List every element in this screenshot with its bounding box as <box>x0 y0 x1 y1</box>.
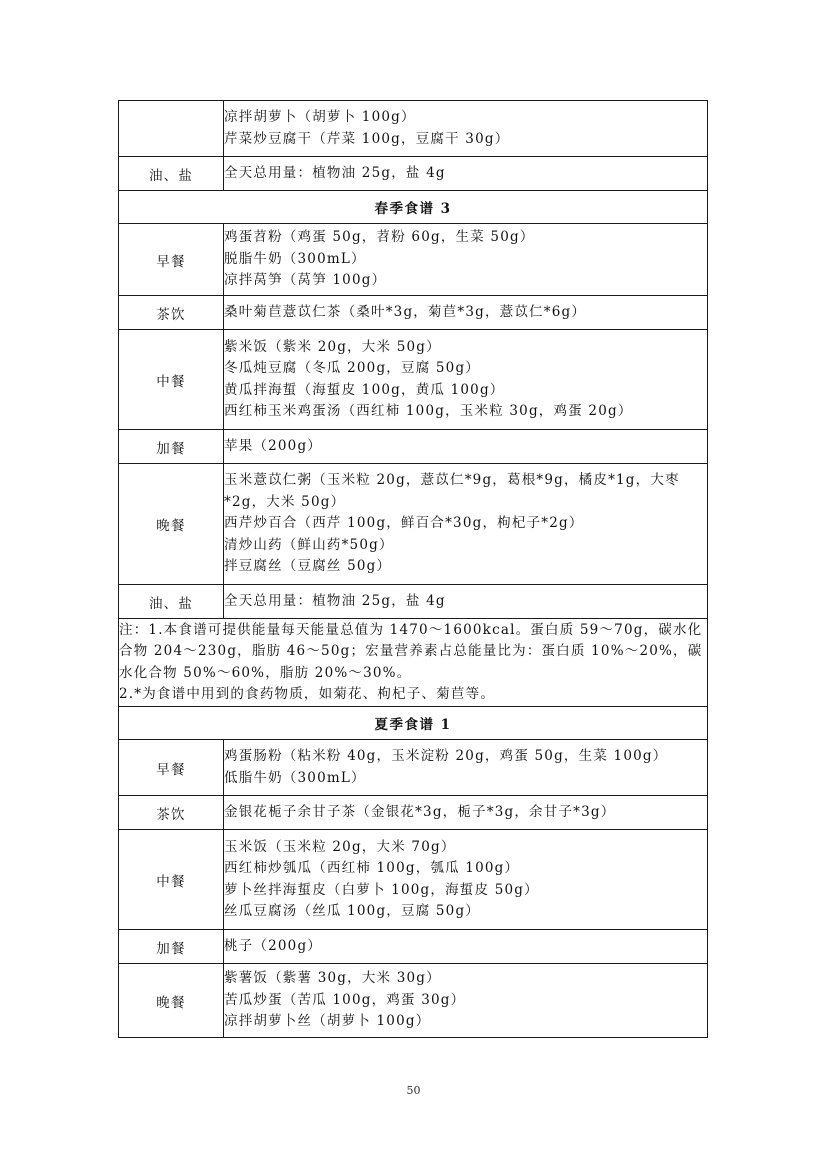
meal-item: 冬瓜炖豆腐（冬瓜 200g，豆腐 50g） <box>224 360 481 376</box>
meal-items <box>224 430 708 464</box>
meal-items <box>224 796 708 830</box>
meal-name: 油、盐 <box>119 157 224 191</box>
meal-item: 西芹炒百合（西芹 100g，鲜百合*30g，枸杞子*2g） <box>224 515 584 532</box>
meal-item: 凉拌胡萝卜（胡萝卜 100g） <box>224 109 416 125</box>
meal-item: 全天总用量：植物油 25g，盐 4g <box>224 592 446 609</box>
meal-item: 金银花栀子余甘子茶（金银花*3g，栀子*3g，余甘子*3g） <box>224 803 616 820</box>
meal-item: 拌豆腐丝（豆腐丝 50g） <box>224 558 392 575</box>
meal-items <box>224 330 708 430</box>
meal-items <box>224 585 708 619</box>
meal-row <box>119 930 708 964</box>
meal-row <box>119 430 708 464</box>
meal-name: 早餐 <box>119 224 224 296</box>
meal-items <box>224 740 708 796</box>
meal-item: 玉米薏苡仁粥（玉米粒 20g，薏苡仁*9g，葛根*9g，橘皮*1g，大枣*2g，大米 50g） <box>224 472 680 510</box>
section-title: 夏季食谱 1 <box>119 707 708 740</box>
meal-row <box>119 296 708 330</box>
page-number: 50 <box>406 1084 421 1097</box>
meal-items <box>224 964 708 1038</box>
meal-row <box>119 830 708 930</box>
meal-name: 茶饮 <box>119 796 224 830</box>
meal-items <box>224 157 708 191</box>
meal-name: 晚餐 <box>119 964 224 1038</box>
meal-name <box>119 101 224 157</box>
meal-name: 早餐 <box>119 740 224 796</box>
meal-name: 加餐 <box>119 930 224 964</box>
meal-item: 全天总用量：植物油 25g，盐 4g <box>224 164 446 181</box>
meal-row <box>119 740 708 796</box>
meal-item: 凉拌胡萝卜丝（胡萝卜 100g） <box>224 1013 431 1030</box>
section-row <box>119 707 708 740</box>
meal-items <box>224 830 708 930</box>
section-row <box>119 191 708 224</box>
meal-item: 鸡蛋肠粉（粘米粉 40g，玉米淀粉 20g，鸡蛋 50g，生菜 100g） <box>224 748 668 764</box>
meal-name: 晚餐 <box>119 464 224 585</box>
meal-item: 丝瓜豆腐汤（丝瓜 100g，豆腐 50g） <box>224 903 481 919</box>
meal-row <box>119 330 708 430</box>
note-line: 注：1.本食谱可提供能量每天能量总值为 1470～1600kcal。蛋白质 59～70g，碳水化合物 204～230g，脂肪 46～50g；宏量营养素占总能量比为：蛋白质 10%～20%，碳水化合物 50%～60%，脂肪 20%～30%。 <box>119 621 703 681</box>
meal-item: 桃子（200g） <box>224 937 323 954</box>
meal-name: 中餐 <box>119 330 224 430</box>
meal-name: 加餐 <box>119 430 224 464</box>
meal-item: 黄瓜拌海蜇（海蜇皮 100g，黄瓜 100g） <box>224 381 505 398</box>
diet-menu-table <box>118 100 708 1038</box>
diet-menu-body <box>119 101 708 1038</box>
meal-item: 萝卜丝拌海蜇皮（白萝卜 100g，海蜇皮 50g） <box>224 881 539 898</box>
meal-item: 紫米饭（紫米 20g，大米 50g） <box>224 338 441 355</box>
meal-items <box>224 930 708 964</box>
note-line: 2.*为食谱中用到的食药物质，如菊花、枸杞子、菊苣等。 <box>119 686 496 702</box>
meal-item: 紫薯饭（紫薯 30g，大米 30g） <box>224 970 441 987</box>
meal-name: 茶饮 <box>119 296 224 330</box>
meal-item: 玉米饭（玉米粒 20g，大米 70g） <box>224 838 456 855</box>
meal-item: 苹果（200g） <box>224 437 323 454</box>
meal-item: 清炒山药（鲜山药*50g） <box>224 536 394 553</box>
section-title: 春季食谱 3 <box>119 191 708 224</box>
meal-items <box>224 296 708 330</box>
meal-row <box>119 101 708 157</box>
meal-item: 鸡蛋苕粉（鸡蛋 50g，苕粉 60g，生菜 50g） <box>224 229 535 246</box>
meal-item: 凉拌莴笋（莴笋 100g） <box>224 272 387 289</box>
meal-row <box>119 224 708 296</box>
meal-item: 西红柿玉米鸡蛋汤（西红柿 100g，玉米粒 30g，鸡蛋 20g） <box>224 403 633 419</box>
meal-row <box>119 796 708 830</box>
meal-item: 低脂牛奶（300mL） <box>224 769 366 786</box>
meal-row <box>119 157 708 191</box>
meal-item: 脱脂牛奶（300mL） <box>224 250 366 267</box>
meal-row <box>119 964 708 1038</box>
meal-row <box>119 585 708 619</box>
meal-item: 苦瓜炒蛋（苦瓜 100g，鸡蛋 30g） <box>224 991 466 1008</box>
meal-items <box>224 464 708 585</box>
meal-name: 中餐 <box>119 830 224 930</box>
notes-cell <box>119 619 708 707</box>
meal-items <box>224 224 708 296</box>
meal-item: 芹菜炒豆腐干（芹菜 100g，豆腐干 30g） <box>224 130 510 147</box>
meal-name: 油、盐 <box>119 585 224 619</box>
meal-items <box>224 101 708 157</box>
note-row <box>119 619 708 707</box>
meal-item: 西红柿炒瓠瓜（西红柿 100g，瓠瓜 100g） <box>224 860 520 876</box>
meal-row <box>119 464 708 585</box>
meal-item: 桑叶菊苣薏苡仁茶（桑叶*3g，菊苣*3g，薏苡仁*6g） <box>224 303 587 320</box>
